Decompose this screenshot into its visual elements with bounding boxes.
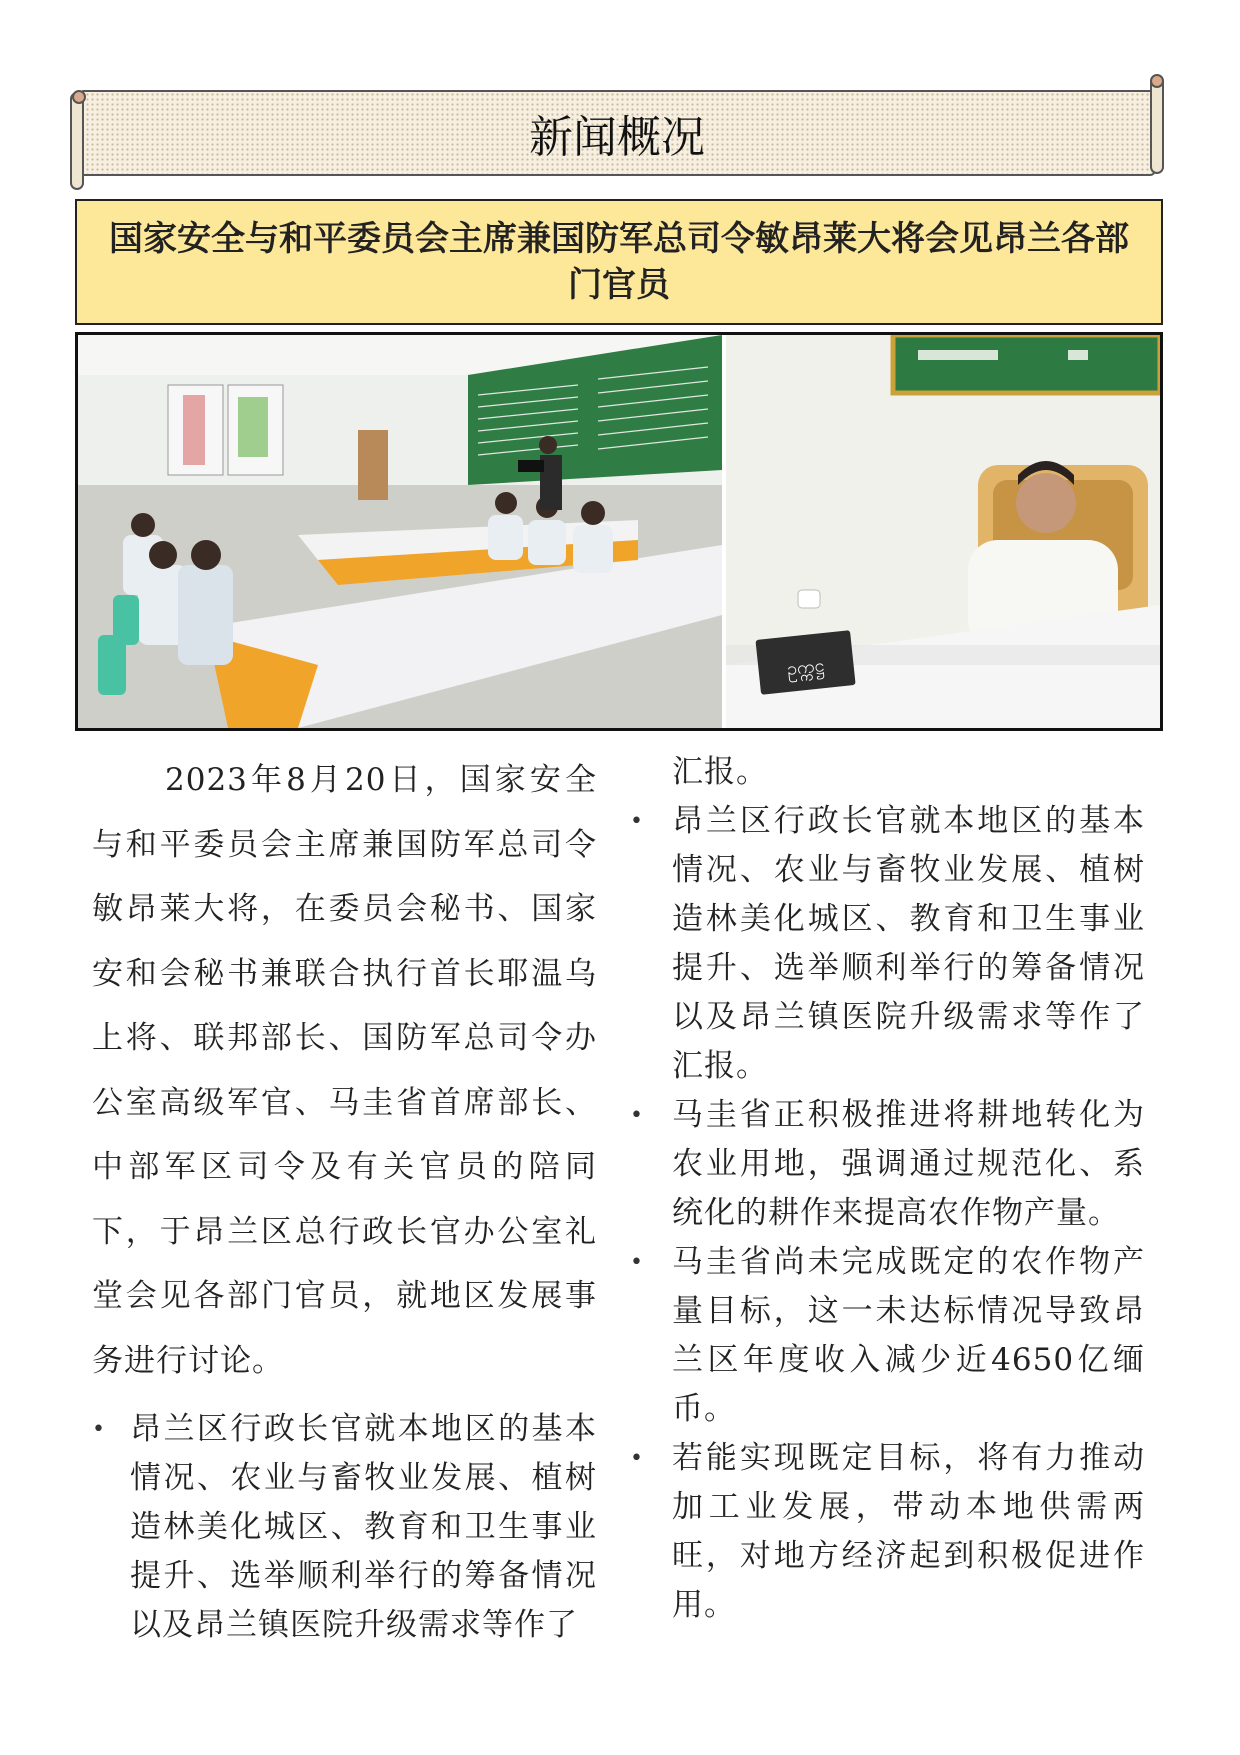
page-title: 新闻概况	[529, 112, 705, 163]
scroll-knob-right	[1150, 74, 1164, 88]
bullet-continuation: 汇报。	[672, 754, 768, 790]
list-item: • 马圭省正积极推进将耕地转化为农业用地，强调通过规范化、系统化的耕作来提高农作物产量。	[630, 1091, 1145, 1238]
list-item: • 昂兰区行政长官就本地区的基本情况、农业与畜牧业发展、植树造林美化城区、教育和卫生事业提升、选举顺利举行的筹备情况以及昂兰镇医院升级需求等作了	[92, 1405, 597, 1650]
article-photo	[75, 332, 1163, 731]
list-item: • 昂兰区行政长官就本地区的基本情况、农业与畜牧业发展、植树造林美化城区、教育和卫生事业提升、选举顺利举行的筹备情况以及昂兰镇医院升级需求等作了汇报。	[630, 797, 1145, 1091]
list-item: • 若能实现既定目标，将有力推动加工业发展，带动本地供需两旺，对地方经济起到积极促进作用。	[630, 1434, 1145, 1630]
article-column-left	[92, 748, 597, 1650]
photo-illustration	[78, 335, 1160, 728]
right-bullet-list	[630, 797, 1145, 1630]
list-item: • 马圭省尚未完成既定的农作物产量目标，这一未达标情况导致昂兰区年度收入减少近4650亿缅币。	[630, 1238, 1145, 1434]
article-column-right	[630, 748, 1145, 1630]
left-bullet-list	[92, 1405, 597, 1650]
nameplate-text: ဥက္ကဋ္ဌ	[785, 655, 826, 680]
article-headline: 国家安全与和平委员会主席兼国防军总司令敏昂莱大将会见昂兰各部门官员	[75, 199, 1163, 325]
article-intro-paragraph: 2023年8月20日，国家安全与和平委员会主席兼国防军总司令敏昂莱大将，在委员会秘书、国家安和会秘书兼联合执行首长耶温乌上将、联邦部长、国防军总司令办公室高级军官、马圭省首席部长、中部军区司令及有关官员的陪同下，于昂兰区总行政长官办公室礼堂会见各部门官员，就地区发展事务进行讨论。	[92, 762, 597, 1379]
